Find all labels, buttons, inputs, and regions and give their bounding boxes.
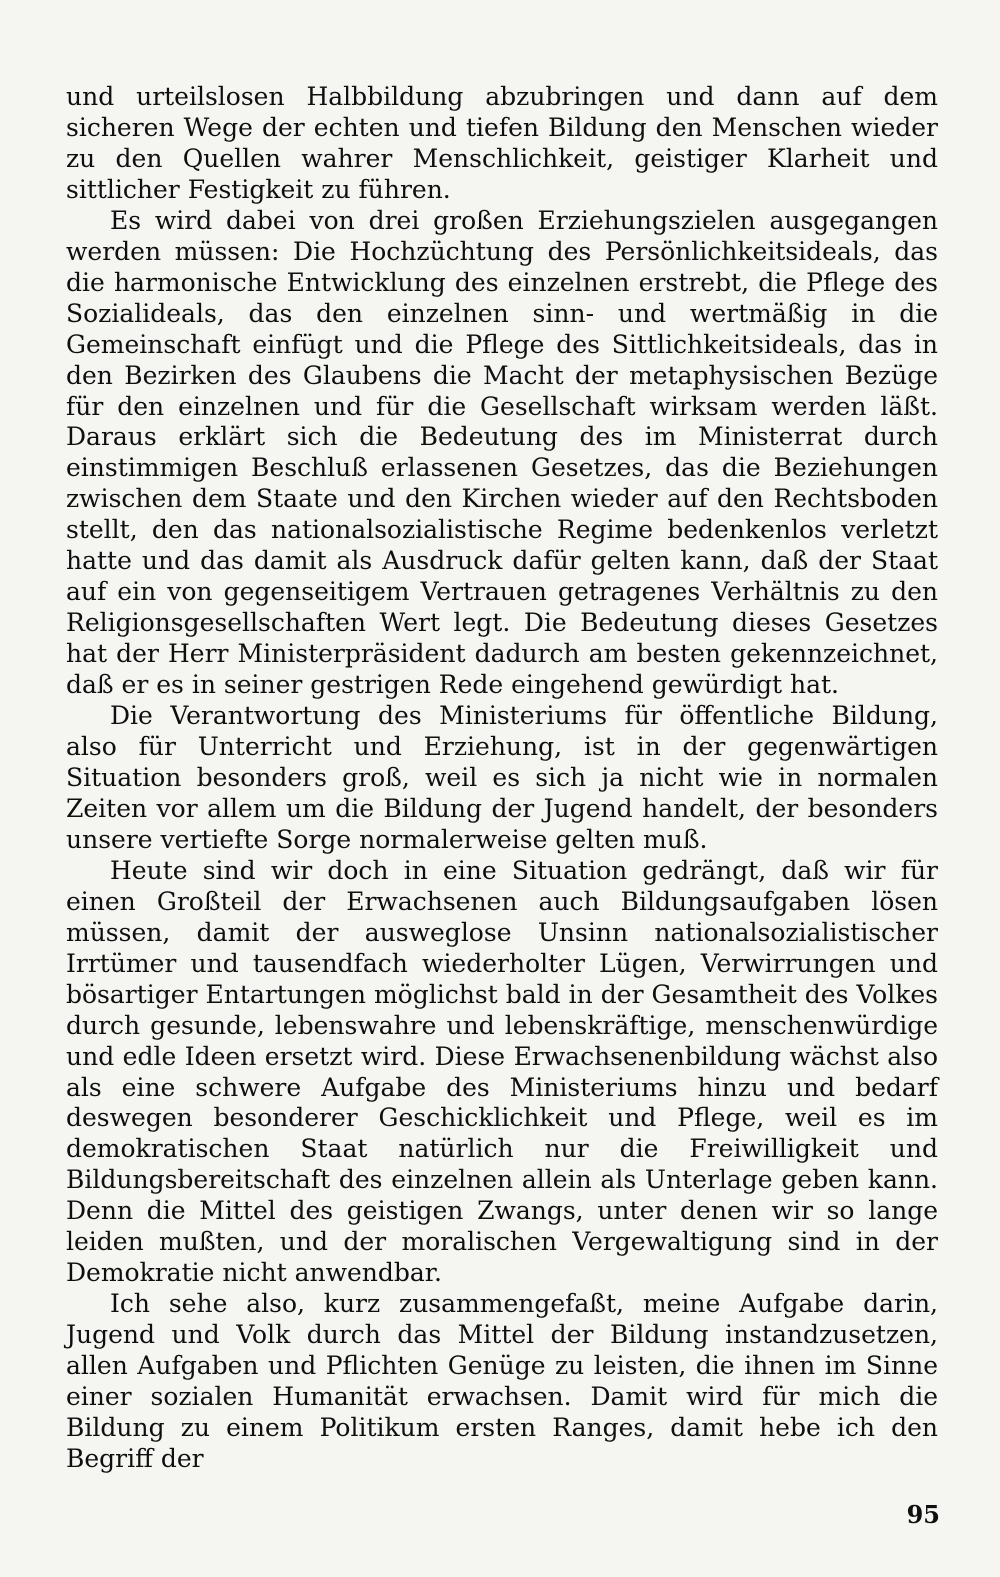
paragraph-1: und urteilslosen Halbbildung abzubringen und dann auf dem sicheren Wege der echten und tiefen Bildung den Menschen wieder zu den Quellen wahrer Menschlichkeit, geistiger Klarheit und sittlicher Festigkeit zu führen.: [66, 82, 938, 204]
paragraph-5: Ich sehe also, kurz zusammengefaßt, meine Aufgabe darin, Jugend und Volk durch das Mittel der Bildung instandzusetzen, allen Aufgaben und Pflichten Genüge zu leisten, die ihnen im Sinne einer sozialen Humanität erwachsen. Damit wird für mich die Bildung zu einem Politikum ersten Ranges, damit hebe ich den Begriff der: [66, 1289, 938, 1473]
page-number: 95: [906, 1500, 940, 1529]
body-text: [66, 82, 938, 1475]
paragraph-3: Die Verantwortung des Ministeriums für öffentliche Bildung, also für Unterricht und Erziehung, ist in der gegenwärtigen Situation besonders groß, weil es sich ja nicht wie in normalen Zeiten vor allem um die Bildung der Jugend handelt, der besonders unsere vertiefte Sorge normalerweise gelten muß.: [66, 701, 938, 854]
paragraph-2: Es wird dabei von drei großen Erziehungszielen ausgegangen werden müssen: Die Hochzüchtung des Persönlichkeitsideals, das die harmonische Entwicklung des einzelnen erstrebt, die Pflege des Sozialideals, das den einzelnen sinn- und wertmäßig in die Gemeinschaft einfügt und die Pflege des Sittlichkeitsideals, das in den Bezirken des Glaubens die Macht der metaphysischen Bezüge für den einzelnen und für die Gesellschaft wirksam werden läßt. Daraus erklärt sich die Bedeutung des im Ministerrat durch einstimmigen Beschluß erlassenen Gesetzes, das die Beziehungen zwischen dem Staate und den Kirchen wieder auf den Rechtsboden stellt, den das nationalsozialistische Regime bedenkenlos verletzt hatte und das damit als Ausdruck dafür gelten kann, daß der Staat auf ein von gegenseitigem Vertrauen getragenes Verhältnis zu den Religionsgesellschaften Wert legt. Die Bedeutung dieses Gesetzes hat der Herr Ministerpräsident dadurch am besten gekennzeichnet, daß er es in seiner gestrigen Rede eingehend gewürdigt hat.: [66, 205, 938, 700]
paragraph-4: Heute sind wir doch in eine Situation gedrängt, daß wir für einen Großteil der Erwachsenen auch Bildungsaufgaben lösen müssen, damit der ausweglose Unsinn nationalsozialistischer Irrtümer und tausendfach wiederholter Lügen, Verwirrungen und bösartiger Entartungen möglichst bald in der Gesamtheit des Volkes durch gesunde, lebenswahre und lebenskräftige, menschenwürdige und edle Ideen ersetzt wird. Diese Erwachsenenbildung wächst also als eine schwere Aufgabe des Ministeriums hinzu und bedarf deswegen besonderer Geschicklichkeit und Pflege, weil es im demokratischen Staat natürlich nur die Freiwilligkeit und Bildungsbereitschaft des einzelnen allein als Unterlage geben kann. Denn die Mittel des geistigen Zwangs, unter denen wir so lange leiden mußten, und der moralischen Vergewaltigung sind in der Demokratie nicht anwendbar.: [66, 855, 938, 1288]
